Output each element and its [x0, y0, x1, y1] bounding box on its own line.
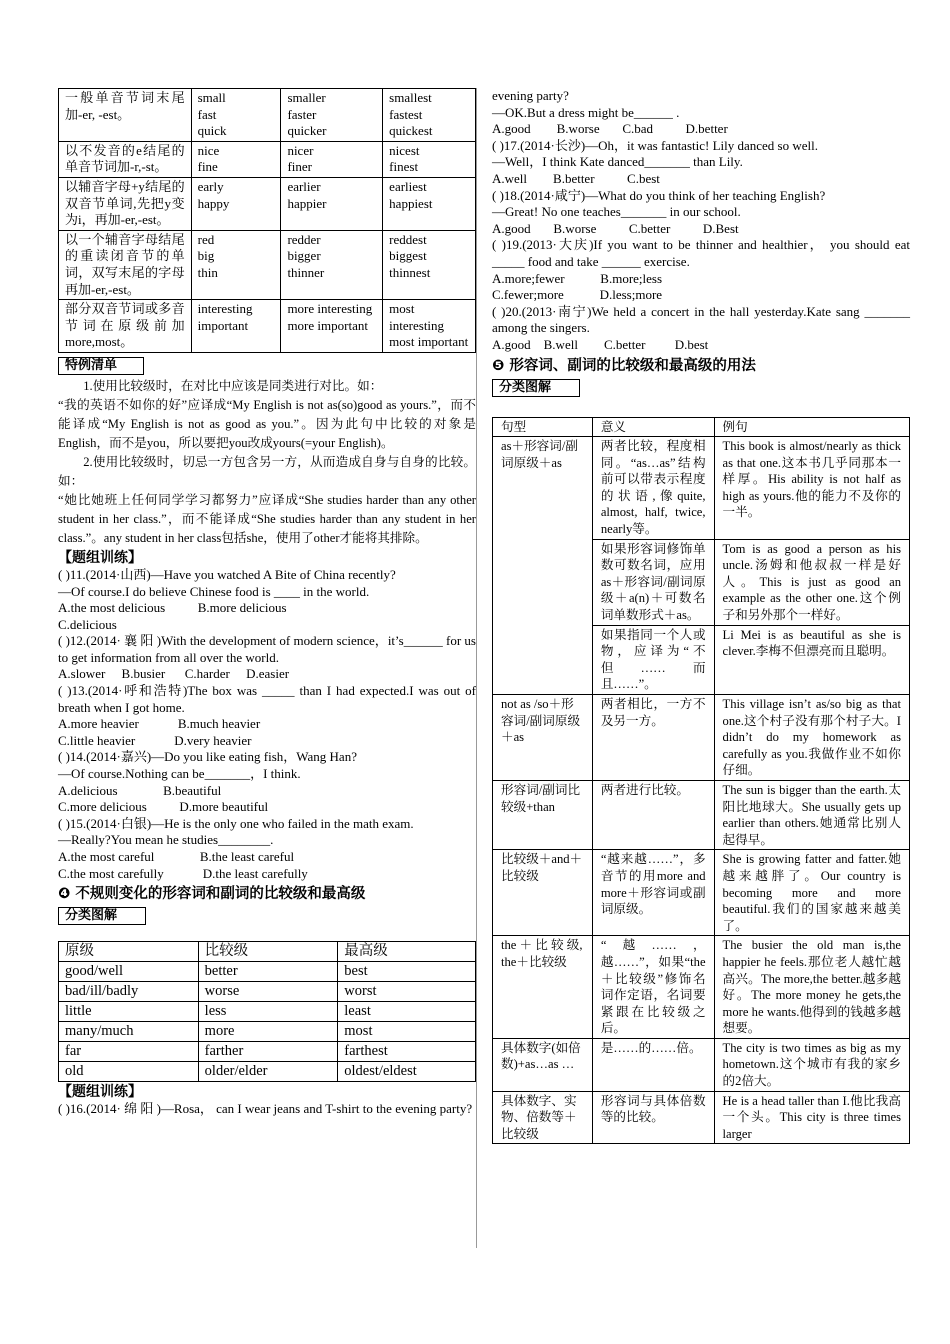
rule-base-cell — [191, 89, 281, 142]
usage-table — [492, 417, 910, 1145]
usage-example: The sun is bigger than the earth.太阳比地球大。She usually gets up earlier than others.她通常比别人起得早。 — [714, 780, 909, 849]
rule-base-cell — [191, 300, 281, 353]
irregular-cell: older/elder — [198, 1062, 338, 1082]
usage-meaning: 是……的……倍。 — [592, 1038, 714, 1091]
usage-example: This book is almost/nearly as thick as that one.这本书几乎同那本一样厚。His ability is not half as high as yours.他的能力不及你的一半。 — [714, 437, 909, 540]
irregular-cell: little — [59, 1002, 199, 1022]
word: earlier — [287, 178, 321, 194]
rule-base-cell — [191, 230, 281, 299]
word: happier — [287, 195, 327, 211]
usage-meaning: 如果形容词修饰单数可数名词，应用as＋形容词/副词原级＋a(n)＋可数名词单数形式＋as。 — [592, 539, 714, 625]
usage-row — [493, 1038, 910, 1091]
classify-tag: 分类图解 — [58, 907, 146, 925]
usage-row — [493, 437, 910, 540]
note-paragraph: “我的英语不如你的好”应译成“My English is not as(so)good as yours.”，而不能译成“My English is not as good as you.”。因为此句中比较的对象是English，而不是you，所以要把you改成yours(=your English)。 — [58, 397, 476, 450]
rule-sup-cell — [383, 300, 476, 353]
question-line: A.good B.worse C.better D.Best — [492, 220, 739, 236]
rule-comp-cell — [281, 89, 383, 142]
question-16: ( )16.(2014· 绵 阳 )—Rosa， can I wear jeans and T-shirt to the evening party? — [58, 1101, 473, 1117]
rule-sup-cell — [383, 177, 476, 230]
usage-pattern: the ＋ 比 较 级, the＋比较级 — [493, 936, 593, 1039]
word: earliest — [389, 178, 427, 194]
rule-text: 以一个辅音字母结尾的重读闭音节的单词，双写末尾的字母再加-er,-est。 — [59, 230, 192, 299]
word: fast — [197, 106, 217, 122]
rule-sup-cell — [383, 141, 476, 177]
special-cases-tag: 特例清单 — [58, 357, 144, 375]
usage-example: The busier the old man is,the happier he feels.那位老人越忙越高兴。The more,the better.越多越好。The more money he gets,the more he wants.他得到的钱越多越想要。 — [714, 936, 909, 1039]
usage-pattern: 具体数字(如倍数)+as…as … — [493, 1038, 593, 1091]
usage-meaning: “越来越……”，多音节的用more and more＋形容词或副词原级。 — [592, 850, 714, 936]
rule-text: 一般单音节词末尾加-er, -est。 — [59, 89, 192, 142]
word: quicker — [287, 123, 327, 139]
word: most important — [389, 334, 469, 350]
question-line: —Of course.Nothing can be_______，I think. — [58, 766, 301, 782]
word: early — [197, 178, 224, 194]
usage-example: Li Mei is as beautiful as she is clever.李梅不但漂亮而且聪明。 — [714, 625, 909, 694]
rule-comp-cell — [281, 230, 383, 299]
irregular-cell: farthest — [338, 1042, 476, 1062]
word: reddest — [389, 231, 427, 247]
drill-questions-right — [492, 138, 910, 354]
question-16-continued: evening party? — [492, 88, 569, 103]
usage-meaning: 如果指同一个人或物，应译为“不但……而且……”。 — [592, 625, 714, 694]
question-stem: ( )11.(2014·山西)—Have you watched A Bite of China recently? — [58, 566, 396, 582]
irregular-cell: better — [198, 962, 338, 982]
word: most interesting — [389, 301, 445, 333]
drill-questions-left — [58, 567, 476, 882]
question-line: —Of course.I do believe Chinese food is ____ in the world. — [58, 583, 370, 599]
irregular-cell: most — [338, 1022, 476, 1042]
question-line: A.good B.well C.better D.best — [492, 336, 709, 352]
word: smallest — [389, 90, 432, 105]
irregular-header: 最高级 — [338, 942, 476, 962]
question-line: —Well，I think Kate danced_______ than Lily. — [492, 154, 743, 170]
word: faster — [287, 106, 317, 122]
irregular-row — [59, 1022, 476, 1042]
usage-meaning: 两者比较，程度相同。“as…as”结构前可以带表示程度的状语,像quite, almost, half, twice, nearly等。 — [592, 437, 714, 540]
irregular-header: 原级 — [59, 942, 199, 962]
usage-meaning: 两者进行比较。 — [592, 780, 714, 849]
usage-row — [493, 850, 910, 936]
usage-example: He is a head taller than I.他比我高一个头。This city is three times larger — [714, 1091, 909, 1144]
rule-sup-cell — [383, 89, 476, 142]
irregular-row — [59, 982, 476, 1002]
usage-example: The city is two times as big as my hometown.这个城市有我的家乡的2倍大。 — [714, 1038, 909, 1091]
word: redder — [287, 231, 321, 247]
right-column — [492, 88, 910, 1144]
rule-row — [59, 141, 476, 177]
question-line: A.more;fewer B.more;less — [492, 270, 663, 286]
word: fine — [197, 159, 218, 175]
usage-pattern: not as /so＋形容词/副词原级＋as — [493, 695, 593, 781]
note-paragraph: 1.使用比较级时，在对比中应该是同类进行对比。如： — [83, 378, 383, 393]
word: more interesting — [287, 301, 373, 317]
usage-meaning: 两者相比，一方不及另一方。 — [592, 695, 714, 781]
irregular-cell: good/well — [59, 962, 199, 982]
word: thinnest — [389, 264, 431, 280]
rule-text: 部分双音节词或多音节词在原级前加more,most。 — [59, 300, 192, 353]
rule-sup-cell — [383, 230, 476, 299]
usage-header: 句型 — [493, 417, 593, 437]
irregular-cell: worst — [338, 982, 476, 1002]
question-line: A.the most delicious B.more delicious — [58, 600, 287, 616]
question-line: —Great! No one teaches_______ in our school. — [492, 204, 741, 220]
irregular-row — [59, 962, 476, 982]
usage-pattern: 形容词/副词比较级+than — [493, 780, 593, 849]
irregular-cell: less — [198, 1002, 338, 1022]
word: finest — [389, 159, 419, 175]
rule-text: 以不发音的e结尾的单音节词加-r,-st。 — [59, 141, 192, 177]
word: nicest — [389, 142, 420, 158]
word: thin — [197, 264, 218, 280]
word: red — [197, 231, 215, 247]
question-line: A.slower B.busier C.harder D.easier — [58, 666, 290, 682]
irregular-cell: bad/ill/badly — [59, 982, 199, 1002]
rule-comp-cell — [281, 300, 383, 353]
question-line: C.little heavier D.very heavier — [58, 732, 252, 748]
word: more important — [287, 317, 368, 333]
usage-pattern: 比较级＋and＋比较级 — [493, 850, 593, 936]
rule-comp-cell — [281, 177, 383, 230]
irregular-table — [58, 941, 476, 1082]
question-stem: ( )15.(2014·白银)—He is the only one who failed in the math exam. — [58, 815, 414, 831]
note-paragraph: 2.使用比较级时，切忌一方包含另一方，从而造成自身与自身的比较。如： — [58, 454, 476, 488]
word: thinner — [287, 264, 325, 280]
irregular-row — [59, 1042, 476, 1062]
rule-base-cell — [191, 141, 281, 177]
classify-tag-2: 分类图解 — [492, 379, 580, 397]
comparison-rules-table — [58, 88, 476, 353]
rule-row — [59, 300, 476, 353]
question-line: A.good B.worse C.bad D.better — [492, 121, 728, 137]
word: interesting — [197, 301, 253, 317]
question-stem: ( )18.(2014·咸宁)—What do you think of her teaching English? — [492, 187, 826, 203]
question-16-options — [492, 105, 910, 138]
usage-row — [493, 1091, 910, 1144]
usage-example: Tom is as good a person as his uncle.汤姆和他叔叔一样是好人。This is just as good an example as the other one.这个例子和另外那个一样好。 — [714, 539, 909, 625]
rule-row — [59, 230, 476, 299]
word: nice — [197, 142, 220, 158]
special-cases-notes — [58, 377, 476, 548]
column-divider — [476, 88, 477, 1248]
question-stem: ( )20.(2013·南宁)We held a concert in the hall yesterday.Kate sang _______ among the singers. — [492, 303, 910, 336]
usage-pattern: as＋形容词/副词原级＋as — [493, 437, 593, 695]
usage-row — [493, 695, 910, 781]
question-line: —Really?You mean he studies________. — [58, 832, 274, 848]
irregular-cell: many/much — [59, 1022, 199, 1042]
usage-header: 意义 — [592, 417, 714, 437]
question-line: A.well B.better C.best — [492, 170, 660, 186]
question-line: A.the most careful B.the least careful — [58, 849, 295, 864]
word: bigger — [287, 248, 321, 264]
irregular-cell: more — [198, 1022, 338, 1042]
irregular-cell: farther — [198, 1042, 338, 1062]
word: biggest — [389, 248, 427, 264]
word: big — [197, 248, 215, 264]
question-stem: ( )13.(2014·呼和浩特)The box was _____ than I had expected.I was out of breath when I got home. — [58, 683, 476, 715]
irregular-cell: best — [338, 962, 476, 982]
question-stem: ( )14.(2014·嘉兴)—Do you like eating fish，Wang Han? — [58, 749, 357, 765]
question-line: C.the most carefully D.the least carefully — [58, 865, 308, 881]
question-line: A.delicious B.beautiful — [58, 782, 222, 798]
drill-title: 【题组训练】 — [58, 549, 142, 566]
irregular-cell: worse — [198, 982, 338, 1002]
usage-pattern: 具体数字、实物、倍数等＋比较级 — [493, 1091, 593, 1144]
irregular-cell: least — [338, 1002, 476, 1022]
word: smaller — [287, 90, 326, 105]
rule-comp-cell — [281, 141, 383, 177]
word: small — [197, 90, 226, 105]
word: quick — [197, 123, 227, 139]
usage-meaning: 形容词与具体倍数等的比较。 — [592, 1091, 714, 1144]
note-paragraph: “她比她班上任何同学学习都努力”应译成“She studies harder than any other student in her class.”，而不能译成“She studies harder than any student in her class.”。any student in her class包括she，使用了other才能将其排除。 — [58, 492, 476, 545]
irregular-header: 比较级 — [198, 942, 338, 962]
word: important — [197, 317, 249, 333]
rule-row — [59, 177, 476, 230]
word: finer — [287, 159, 312, 175]
usage-example: This village isn’t as/so big as that one.这个村子没有那个村子大。I didn’t do my homework as carefully as you.我做作业不如你仔细。 — [714, 695, 909, 781]
question-stem: ( )12.(2014· 襄 阳 )With the development of modern science，it’s______ for us to get information from all over the world. — [58, 633, 476, 665]
word: happy — [197, 195, 230, 211]
rule-base-cell — [191, 177, 281, 230]
word: nicer — [287, 142, 314, 158]
question-line: A.more heavier B.much heavier — [58, 716, 261, 732]
section-4-title: ❹ 不规则变化的形容词和副词的比较级和最高级 — [58, 886, 366, 903]
left-column — [58, 88, 476, 1118]
irregular-row — [59, 1062, 476, 1082]
question-stem: ( )19.(2013·大庆)If you want to be thinner and healthier， you should eat _____ food and take ______ exercise. — [492, 237, 910, 269]
question-line: C.fewer;more D.less;more — [492, 287, 663, 303]
usage-meaning: “越……，越……”，如果“the＋比较级”修饰名词作定语，名词要紧跟在比较级之后。 — [592, 936, 714, 1039]
usage-row — [493, 936, 910, 1039]
irregular-cell: far — [59, 1042, 199, 1062]
word: happiest — [389, 195, 433, 211]
usage-header: 例句 — [714, 417, 909, 437]
irregular-cell: oldest/eldest — [338, 1062, 476, 1082]
word: fastest — [389, 106, 423, 122]
question-line: C.delicious — [58, 616, 117, 632]
rule-row — [59, 89, 476, 142]
irregular-row — [59, 1002, 476, 1022]
question-stem: ( )17.(2014·长沙)—Oh，it was fantastic! Lily danced so well. — [492, 137, 819, 153]
question-line: —OK.But a dress might be______ . — [492, 104, 680, 120]
usage-row — [493, 780, 910, 849]
section-5-title: ❺ 形容词、副词的比较级和最高级的用法 — [492, 357, 756, 374]
usage-example: She is growing fatter and fatter.她越来越胖了。Our country is becoming more and more beautiful.我们的国家越来越美了。 — [714, 850, 909, 936]
word: quickest — [389, 123, 433, 139]
rule-text: 以辅音字母+y结尾的双音节单词,先把y变为i，再加-er,-est。 — [59, 177, 192, 230]
question-line: C.more delicious D.more beautiful — [58, 799, 269, 815]
irregular-cell: old — [59, 1062, 199, 1082]
drill-title-2: 【题组训练】 — [58, 1084, 142, 1101]
